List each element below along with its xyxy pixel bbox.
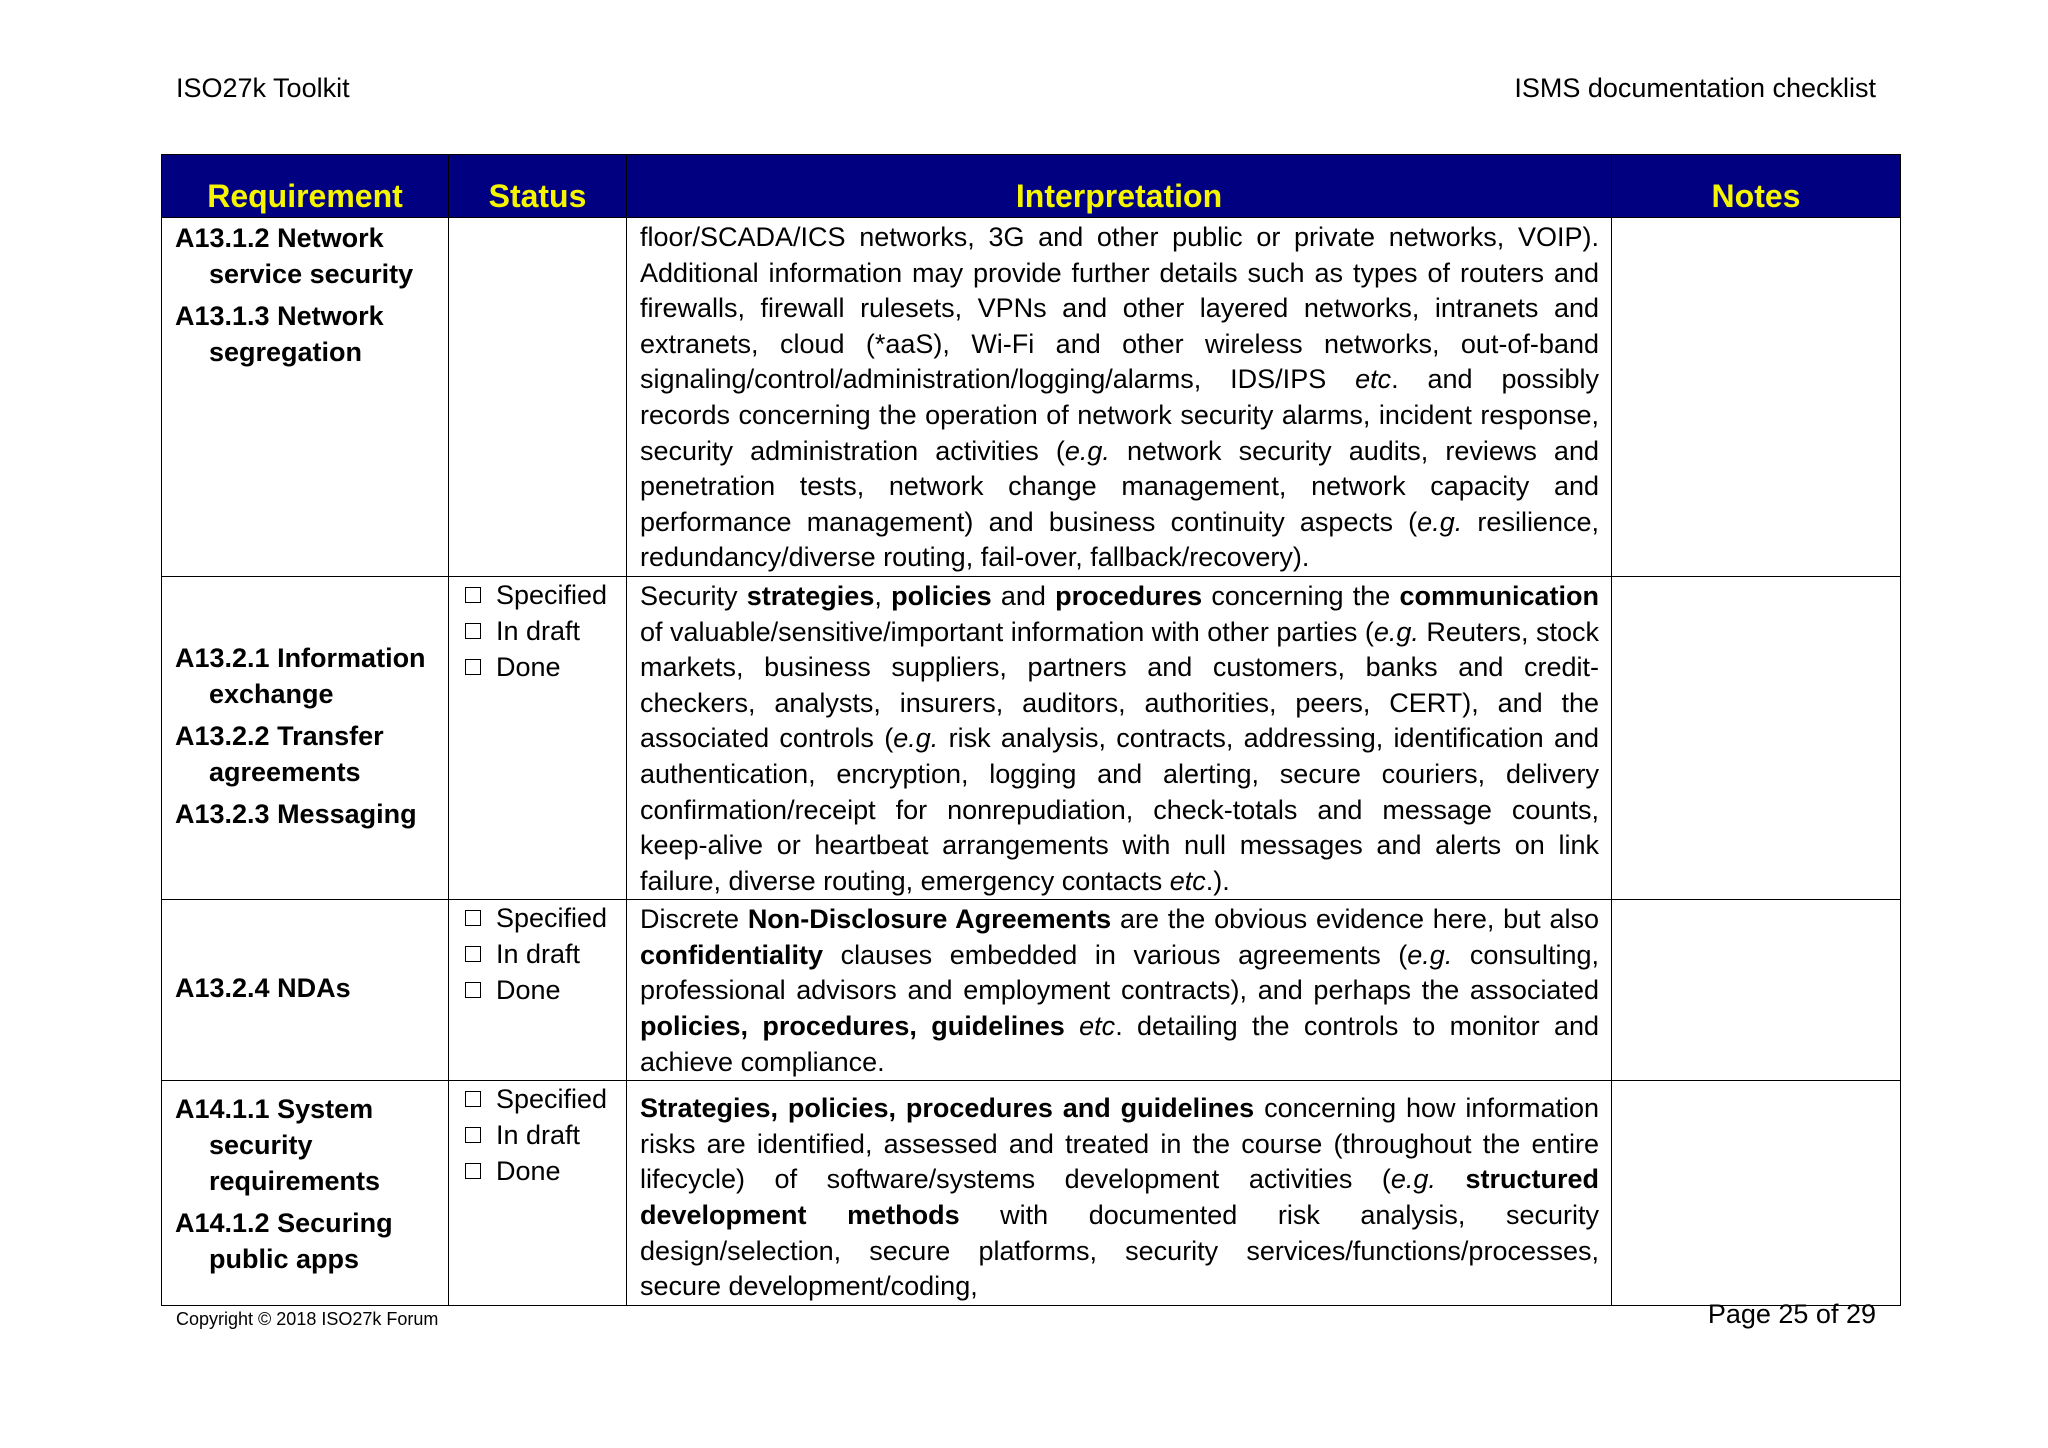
checkbox-icon[interactable] [465, 659, 481, 675]
checkbox-icon[interactable] [465, 1091, 481, 1107]
text-run: are the obvious evidence here, but also [1111, 904, 1599, 935]
requirement-item: A13.1.3 Network segregation [175, 301, 384, 367]
requirement-item: A13.2.3 Messaging [175, 799, 417, 830]
text-run: Reuters, stock markets, business suppliers, partners and customers, banks and credit-checkers, analysts, insurers, auditors, authorities, peers, CERT), and the associated controls ( [640, 616, 1599, 754]
table-row [162, 900, 1901, 1081]
italic-text-run: etc [1355, 364, 1392, 395]
status-option-specified[interactable]: Specified [465, 1081, 616, 1117]
requirement-item: A13.1.2 Network service security [175, 223, 414, 289]
status-cell [449, 576, 627, 899]
table-row [162, 218, 1901, 577]
status-option-in-draft[interactable]: In draft [465, 936, 616, 972]
text-run: network security audits, reviews and penetration tests, network change management, network capacity and performance management) and business continuity aspects ( [640, 435, 1599, 537]
bold-text-run: confidentiality [640, 939, 824, 970]
text-run [1436, 1164, 1466, 1194]
status-option-in-draft[interactable]: In draft [465, 1117, 616, 1153]
text-run: floor/SCADA/ICS networks, 3G and other public or private networks, VOIP). Additional information may provide further details such as types of routers and firewalls, firewall rulesets, VPNs and other layered networks, intranets and extranets, cloud (*aaS), Wi-Fi and other wireless networks, out-of-band signaling/control/administration/logging/alarms, IDS/IPS [640, 222, 1599, 395]
checkbox-icon[interactable] [465, 982, 481, 998]
text-run: consulting, professional advisors and employment contracts), and perhaps the associated [640, 939, 1599, 1006]
footer-copyright: Copyright © 2018 ISO27k Forum [176, 1309, 439, 1329]
notes-cell[interactable] [1612, 1081, 1901, 1306]
checkbox-icon[interactable] [465, 623, 481, 639]
requirement-cell [162, 218, 449, 577]
status-option-in-draft[interactable]: In draft [465, 613, 616, 649]
requirement-item: A13.2.4 NDAs [175, 973, 351, 1004]
text-run: Discrete [640, 904, 748, 935]
requirement-item: A13.2.2 Transfer agreements [175, 721, 384, 788]
status-option-done[interactable]: Done [465, 1153, 616, 1189]
text-run: Security [640, 580, 747, 611]
status-cell [449, 900, 627, 1081]
interpretation-cell [627, 218, 1612, 577]
text-run: . detailing the controls to monitor and achieve compliance. [640, 1011, 1599, 1077]
text-run: , [874, 580, 892, 611]
header-toolkit-title: ISO27k Toolkit [176, 73, 350, 103]
italic-text-run: e.g. [893, 723, 939, 754]
bold-text-run: strategies [746, 580, 875, 611]
interpretation-cell [627, 900, 1612, 1081]
italic-text-run: e.g. [1373, 616, 1419, 647]
checkbox-icon[interactable] [465, 946, 481, 962]
bold-text-run: Strategies, policies, procedures and guidelines [640, 1093, 1255, 1124]
table-row [162, 576, 1901, 899]
column-header-interpretation: Interpretation [627, 155, 1612, 218]
interpretation-cell [627, 1081, 1612, 1306]
text-run: .). [1205, 865, 1230, 896]
status-option-done[interactable]: Done [465, 972, 616, 1008]
requirement-cell [162, 1081, 449, 1306]
text-run: concerning the [1202, 580, 1400, 611]
column-header-requirement: Requirement [162, 155, 449, 218]
column-header-status: Status [449, 155, 627, 218]
interpretation-cell [627, 576, 1612, 899]
bold-text-run: communication [1399, 580, 1599, 611]
italic-text-run: etc [1169, 865, 1206, 896]
notes-cell[interactable] [1612, 218, 1901, 577]
text-run [1065, 1011, 1079, 1041]
header-document-title: ISMS documentation checklist [1514, 73, 1876, 103]
notes-cell[interactable] [1612, 900, 1901, 1081]
requirement-cell [162, 576, 449, 899]
text-run: resilience, redundancy/diverse routing, fail-over, fallback/recovery). [640, 506, 1599, 573]
bold-text-run: policies, procedures, guidelines [640, 1011, 1065, 1042]
italic-text-run: e.g. [1407, 939, 1453, 970]
text-run: clauses embedded in various agreements ( [823, 939, 1408, 970]
status-option-specified[interactable]: Specified [465, 900, 616, 936]
bold-text-run: policies [891, 580, 992, 611]
column-header-notes: Notes [1612, 155, 1901, 218]
footer-page-number: Page 25 of 29 [1707, 1299, 1876, 1329]
italic-text-run: etc [1079, 1011, 1116, 1042]
text-run: and [991, 580, 1056, 611]
checkbox-icon[interactable] [465, 910, 481, 926]
requirement-cell [162, 900, 449, 1081]
checkbox-icon[interactable] [465, 1163, 481, 1179]
requirement-item: A13.2.1 Information exchange [175, 643, 426, 710]
bold-text-run: Non-Disclosure Agreements [747, 904, 1112, 935]
text-run: concerning how information risks are identified, assessed and treated in the course (throughout the entire lifecycle) of software/systems development activities ( [640, 1093, 1599, 1195]
checkbox-icon[interactable] [465, 587, 481, 603]
text-run: of valuable/sensitive/important information with other parties ( [640, 616, 1374, 647]
bold-text-run: structured development methods [640, 1164, 1599, 1231]
status-option-specified[interactable]: Specified [465, 577, 616, 613]
text-run: . and possibly records concerning the operation of network security alarms, incident response, security administration activities ( [640, 364, 1599, 466]
status-cell [449, 1081, 627, 1306]
bold-text-run: procedures [1055, 580, 1203, 611]
status-option-done[interactable]: Done [465, 649, 616, 685]
notes-cell[interactable] [1612, 576, 1901, 899]
checkbox-icon[interactable] [465, 1127, 481, 1143]
text-run: with documented risk analysis, security design/selection, secure platforms, security services/functions/processes, secure development/coding, [640, 1200, 1600, 1302]
requirement-item: A14.1.2 Securing public apps [175, 1208, 393, 1275]
italic-text-run: e.g. [1064, 435, 1110, 466]
status-cell [449, 218, 627, 577]
requirement-item: A14.1.1 System security requirements [175, 1094, 381, 1197]
italic-text-run: e.g. [1390, 1164, 1436, 1195]
checklist-table [161, 154, 1901, 1306]
italic-text-run: e.g. [1417, 506, 1463, 537]
table-header-row [162, 155, 1901, 218]
table-row [162, 1081, 1901, 1306]
text-run: risk analysis, contracts, addressing, identification and authentication, encryption, logging and alerting, secure couriers, delivery confirmation/receipt for nonrepudiation, check-totals and message counts, keep-alive or heartbeat arrangements with null messages and alerts on link failure, diverse routing, emergency contacts [640, 723, 1599, 896]
